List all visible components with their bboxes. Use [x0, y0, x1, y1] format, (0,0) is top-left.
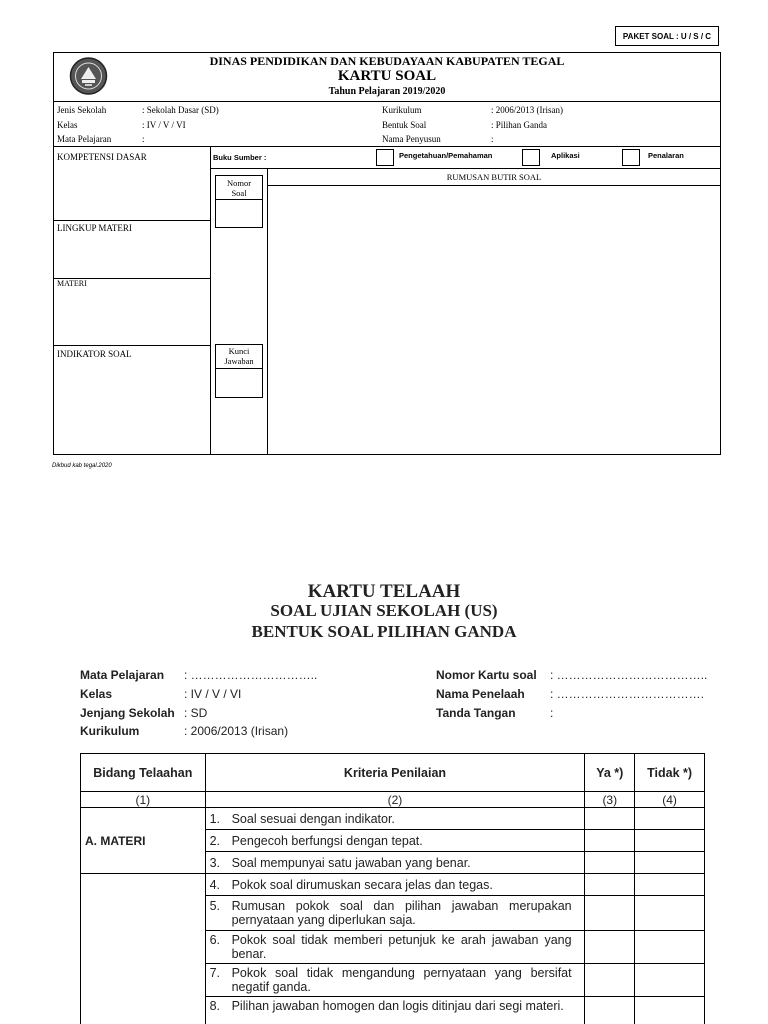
info-value-mata-pelajaran: : [142, 134, 145, 144]
section-kompetensi-dasar: KOMPETENSI DASAR [57, 152, 147, 162]
info-label-kurikulum: Kurikulum [382, 105, 422, 115]
checkbox-ya-4[interactable] [585, 874, 635, 896]
section-lingkup-materi: LINGKUP MATERI [57, 223, 132, 233]
checkbox-tidak-8[interactable] [635, 997, 705, 1024]
field-label-nomor-kartu-soal: Nomor Kartu soal [436, 668, 537, 682]
info-label-jenis-sekolah: Jenis Sekolah [57, 105, 107, 115]
section-materi: MATERI [57, 279, 87, 288]
telaah-subtitle-us: SOAL UJIAN SEKOLAH (US) [270, 601, 498, 620]
info-label-mata-pelajaran: Mata Pelajaran [57, 134, 112, 144]
checkbox-ya-6[interactable] [585, 931, 635, 964]
info-value-jenis-sekolah: : Sekolah Dasar (SD) [142, 105, 219, 115]
checkbox-aplikasi[interactable] [522, 149, 540, 166]
field-value-kelas: : IV / V / VI [184, 687, 242, 701]
rumusan-butir-soal-header: RUMUSAN BUTIR SOAL [446, 172, 542, 182]
header-tidak: Tidak *) [635, 754, 705, 792]
checkbox-tidak-4[interactable] [635, 874, 705, 896]
criteria-row: 4. Pokok soal dirumuskan secara jelas dan tegas. [205, 874, 585, 896]
col-number-2: (2) [205, 792, 585, 808]
criteria-row: 7. Pokok soal tidak mengandung pernyataan yang bersifat negatif ganda. [205, 964, 585, 997]
checkbox-ya-2[interactable] [585, 830, 635, 852]
checkbox-tidak-2[interactable] [635, 830, 705, 852]
header-bidang-telaahan: Bidang Telaahan [81, 754, 206, 792]
info-value-kelas: : IV / V / VI [142, 120, 186, 130]
field-value-kurikulum: : 2006/2013 (Irisan) [184, 724, 289, 738]
info-label-kelas: Kelas [57, 120, 78, 130]
paket-soal-box: PAKET SOAL : U / S / C [615, 26, 719, 46]
checkbox-tidak-3[interactable] [635, 852, 705, 874]
criteria-row: 3. Soal mempunyai satu jawaban yang benar. [205, 852, 585, 874]
field-label-mata-pelajaran: Mata Pelajaran [80, 668, 165, 682]
level-penalaran-label: Penalaran [648, 151, 684, 160]
field-label-jenjang-sekolah: Jenjang Sekolah [80, 706, 175, 720]
field-value-nama-penelaah[interactable]: : ………………………………. [550, 687, 705, 701]
criteria-row: 2. Pengecoh berfungsi dengan tepat. [205, 830, 585, 852]
level-aplikasi-label: Aplikasi [551, 151, 580, 160]
academic-year: Tahun Pelajaran 2019/2020 [328, 86, 446, 97]
section-a-materi: A. MATERI [81, 808, 206, 874]
field-label-kelas: Kelas [80, 687, 113, 701]
info-value-kurikulum: : 2006/2013 (Irisan) [491, 105, 563, 115]
agency-title: DINAS PENDIDIKAN DAN KEBUDAYAAN KABUPATEN TEGAL [209, 54, 565, 68]
field-value-mata-pelajaran[interactable]: : ………………………….. [184, 668, 318, 682]
checkbox-penalaran[interactable] [622, 149, 640, 166]
info-value-bentuk-soal: : Pilihan Ganda [491, 120, 547, 130]
checkbox-tidak-1[interactable] [635, 808, 705, 830]
header-ya: Ya *) [585, 754, 635, 792]
field-value-jenjang-sekolah: : SD [184, 706, 208, 720]
buku-sumber-label: Buku Sumber : [213, 153, 267, 162]
info-label-bentuk-soal: Bentuk Soal [382, 120, 427, 130]
checkbox-ya-3[interactable] [585, 852, 635, 874]
telaah-title: KARTU TELAAH [307, 581, 461, 602]
level-pengetahuan-label: Pengetahuan/Pemahaman [399, 151, 493, 160]
checkbox-pengetahuan[interactable] [376, 149, 394, 166]
footer-note: Dikbud kab tegal.2020 [52, 463, 112, 469]
card-title: KARTU SOAL [337, 68, 437, 84]
checkbox-tidak-6[interactable] [635, 931, 705, 964]
rumusan-butir-soal-area[interactable] [268, 186, 720, 454]
nomor-soal-label: Nomor Soal [215, 175, 263, 200]
telaah-subtitle-bentuk: BENTUK SOAL PILIHAN GANDA [251, 622, 517, 641]
kunci-jawaban-label: Kunci Jawaban [215, 344, 263, 369]
col-number-3: (3) [585, 792, 635, 808]
criteria-row: 1. Soal sesuai dengan indikator. [205, 808, 585, 830]
telaah-table [80, 753, 705, 1024]
field-value-nomor-kartu-soal[interactable]: : ……………………………….. [550, 668, 708, 682]
field-label-kurikulum: Kurikulum [80, 724, 140, 738]
col-number-4: (4) [635, 792, 705, 808]
checkbox-tidak-5[interactable] [635, 896, 705, 931]
info-value-nama-penyusun: : [491, 134, 494, 144]
criteria-row: 6. Pokok soal tidak memberi petunjuk ke arah jawaban yang benar. [205, 931, 585, 964]
criteria-row: 5. Rumusan pokok soal dan pilihan jawaban merupakan pernyataan yang diperlukan saja. [205, 896, 585, 931]
info-label-nama-penyusun: Nama Penyusun [382, 134, 441, 144]
section-indikator-soal: INDIKATOR SOAL [57, 349, 132, 359]
header-kriteria-penilaian: Kriteria Penilaian [205, 754, 585, 792]
criteria-row: 8. Pilihan jawaban homogen dan logis ditinjau dari segi materi. [205, 997, 585, 1024]
field-value-tanda-tangan[interactable]: : [550, 706, 554, 720]
field-label-nama-penelaah: Nama Penelaah [436, 687, 525, 701]
checkbox-ya-1[interactable] [585, 808, 635, 830]
kunci-jawaban-field[interactable] [215, 368, 263, 398]
checkbox-ya-8[interactable] [585, 997, 635, 1024]
checkbox-tidak-7[interactable] [635, 964, 705, 997]
checkbox-ya-7[interactable] [585, 964, 635, 997]
field-label-tanda-tangan: Tanda Tangan [436, 706, 516, 720]
col-number-1: (1) [81, 792, 206, 808]
section-b-empty [81, 874, 206, 1024]
checkbox-ya-5[interactable] [585, 896, 635, 931]
nomor-soal-field[interactable] [215, 199, 263, 228]
